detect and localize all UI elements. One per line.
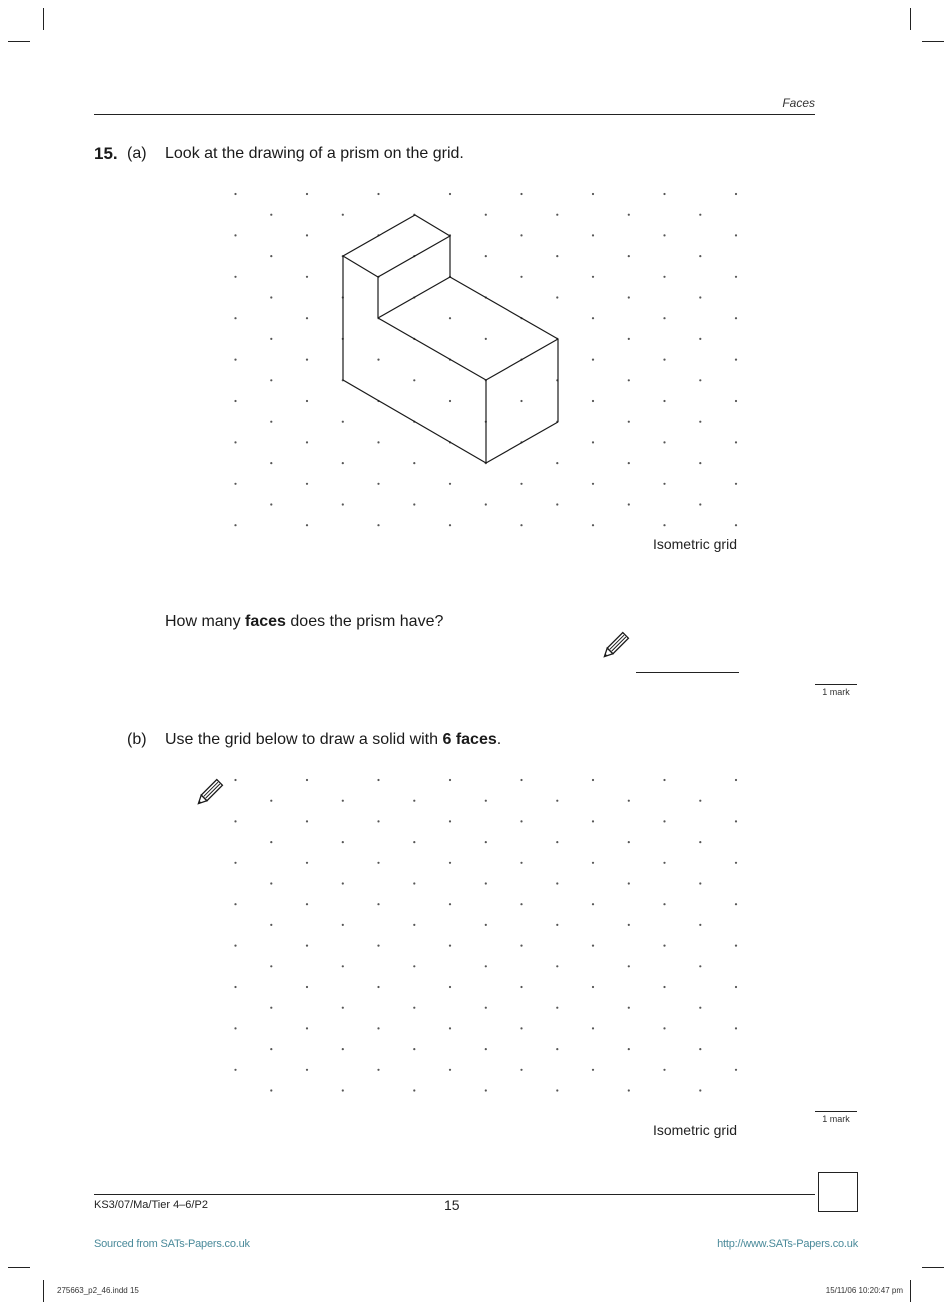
grid-dot — [556, 1089, 558, 1091]
grid-dot — [342, 924, 344, 926]
grid-dot — [699, 924, 701, 926]
grid-dot — [663, 903, 665, 905]
grid-dot — [628, 924, 630, 926]
grid-dot — [663, 1069, 665, 1071]
grid-dot — [485, 924, 487, 926]
grid-dot — [234, 986, 236, 988]
instruction-bold: 6 faces — [442, 731, 497, 748]
grid-dot — [520, 945, 522, 947]
grid-dot — [234, 903, 236, 905]
prompt-prefix: How many — [165, 613, 246, 630]
grid-dot — [520, 1069, 522, 1071]
grid-dot — [556, 1048, 558, 1050]
grid-dot — [270, 882, 272, 884]
grid-dot — [663, 986, 665, 988]
grid-dot — [342, 1048, 344, 1050]
source-link[interactable]: http://www.SATs-Papers.co.uk — [717, 1238, 858, 1250]
grid-dot — [449, 1027, 451, 1029]
grid-dot — [663, 945, 665, 947]
grid-dot — [306, 945, 308, 947]
grid-dot — [628, 1089, 630, 1091]
grid-dot — [735, 1069, 737, 1071]
grid-dot — [306, 779, 308, 781]
grid-dot — [485, 841, 487, 843]
grid-dot — [485, 1089, 487, 1091]
grid-dot — [413, 924, 415, 926]
grid-dot — [377, 986, 379, 988]
grid-dot — [234, 779, 236, 781]
grid-dot — [413, 1048, 415, 1050]
grid-dot — [735, 862, 737, 864]
grid-caption-a: Isometric grid — [652, 536, 737, 552]
grid-dot — [485, 965, 487, 967]
grid-dot — [413, 841, 415, 843]
grid-dot — [413, 800, 415, 802]
grid-dot — [628, 965, 630, 967]
grid-dot — [342, 1007, 344, 1009]
grid-dot — [628, 800, 630, 802]
grid-caption-b: Isometric grid — [652, 1122, 737, 1138]
grid-dot — [699, 1048, 701, 1050]
grid-dot — [413, 882, 415, 884]
grid-dot — [485, 882, 487, 884]
grid-dot — [270, 924, 272, 926]
part-b-label: (b) — [127, 731, 147, 748]
grid-dot — [699, 1089, 701, 1091]
instruction-suffix: . — [496, 731, 502, 748]
grid-dot — [449, 903, 451, 905]
footer-rule — [94, 1194, 815, 1195]
grid-dot — [592, 986, 594, 988]
grid-dot — [377, 1069, 379, 1071]
grid-dot — [377, 862, 379, 864]
grid-dot — [306, 986, 308, 988]
grid-dot — [699, 800, 701, 802]
grid-dot — [520, 820, 522, 822]
grid-dot — [735, 820, 737, 822]
paper-code: KS3/07/Ma/Tier 4–6/P2 — [94, 1199, 208, 1211]
grid-dot — [556, 924, 558, 926]
grid-dot — [592, 903, 594, 905]
grid-dot — [377, 945, 379, 947]
grid-dot — [735, 1027, 737, 1029]
section-title: Faces — [782, 96, 815, 110]
part-a-label: (a) — [127, 145, 147, 162]
grid-dot — [520, 903, 522, 905]
instruction-prefix: Use the grid below to draw a solid with — [165, 731, 443, 748]
grid-dot — [663, 820, 665, 822]
grid-dot — [663, 779, 665, 781]
grid-dot — [592, 1069, 594, 1071]
grid-dot — [306, 862, 308, 864]
grid-dot — [735, 945, 737, 947]
grid-dot — [270, 965, 272, 967]
grid-dot — [377, 779, 379, 781]
grid-dot — [735, 779, 737, 781]
grid-dot — [342, 1089, 344, 1091]
grid-dot — [306, 820, 308, 822]
grid-dot — [270, 1048, 272, 1050]
grid-dot — [556, 882, 558, 884]
grid-dot — [556, 841, 558, 843]
grid-dot — [485, 1048, 487, 1050]
grid-dot — [485, 1007, 487, 1009]
grid-dot — [342, 965, 344, 967]
prompt-suffix: does the prism have? — [285, 613, 444, 630]
grid-dot — [520, 986, 522, 988]
grid-dot — [306, 1069, 308, 1071]
grid-dot — [413, 1089, 415, 1091]
grid-dot — [377, 820, 379, 822]
grid-dot — [485, 800, 487, 802]
grid-dot — [592, 820, 594, 822]
grid-dot — [699, 1007, 701, 1009]
grid-dot — [234, 820, 236, 822]
grid-dot — [735, 903, 737, 905]
part-a-instruction: Look at the drawing of a prism on the grid. — [165, 145, 464, 162]
page-number: 15 — [444, 1197, 460, 1213]
grid-dot — [342, 882, 344, 884]
prompt-bold: faces — [245, 613, 286, 630]
grid-dot — [699, 841, 701, 843]
grid-dot — [413, 965, 415, 967]
grid-dot — [520, 1027, 522, 1029]
grid-dot — [342, 800, 344, 802]
grid-dot — [628, 882, 630, 884]
grid-dot — [234, 1027, 236, 1029]
grid-dot — [234, 1069, 236, 1071]
mark-rule-b — [815, 1111, 857, 1112]
grid-dot — [377, 903, 379, 905]
grid-dot — [342, 841, 344, 843]
grid-dot — [699, 965, 701, 967]
grid-dot — [520, 862, 522, 864]
grid-dot — [556, 800, 558, 802]
grid-dot — [520, 779, 522, 781]
grid-dot — [699, 882, 701, 884]
grid-dot — [735, 986, 737, 988]
grid-dot — [306, 903, 308, 905]
grid-dot — [628, 841, 630, 843]
question-number: 15. — [94, 144, 118, 163]
grid-dot — [449, 862, 451, 864]
slug-timestamp: 15/11/06 10:20:47 pm — [825, 1286, 903, 1295]
grid-dot — [449, 779, 451, 781]
grid-dot — [628, 1048, 630, 1050]
marks-label-b: 1 mark — [822, 1114, 850, 1124]
marks-label-a: 1 mark — [822, 687, 850, 697]
grid-dot — [270, 1007, 272, 1009]
grid-dot — [592, 945, 594, 947]
grid-dot — [592, 779, 594, 781]
grid-dot — [270, 800, 272, 802]
grid-dot — [663, 862, 665, 864]
grid-dot — [449, 945, 451, 947]
grid-dot — [592, 1027, 594, 1029]
score-box — [818, 1172, 858, 1212]
grid-dot — [449, 986, 451, 988]
grid-dot — [234, 862, 236, 864]
grid-dot — [234, 945, 236, 947]
grid-dot — [556, 965, 558, 967]
grid-dot — [413, 1007, 415, 1009]
grid-dot — [449, 820, 451, 822]
grid-dot — [377, 1027, 379, 1029]
grid-dot — [449, 1069, 451, 1071]
grid-dot — [270, 1089, 272, 1091]
grid-dot — [592, 862, 594, 864]
grid-dot — [628, 1007, 630, 1009]
grid-dot — [270, 841, 272, 843]
source-credit: Sourced from SATs-Papers.co.uk — [94, 1238, 250, 1250]
grid-dot — [663, 1027, 665, 1029]
grid-dot — [556, 1007, 558, 1009]
slug-file-name: 275663_p2_46.indd 15 — [57, 1286, 139, 1295]
grid-dot — [306, 1027, 308, 1029]
